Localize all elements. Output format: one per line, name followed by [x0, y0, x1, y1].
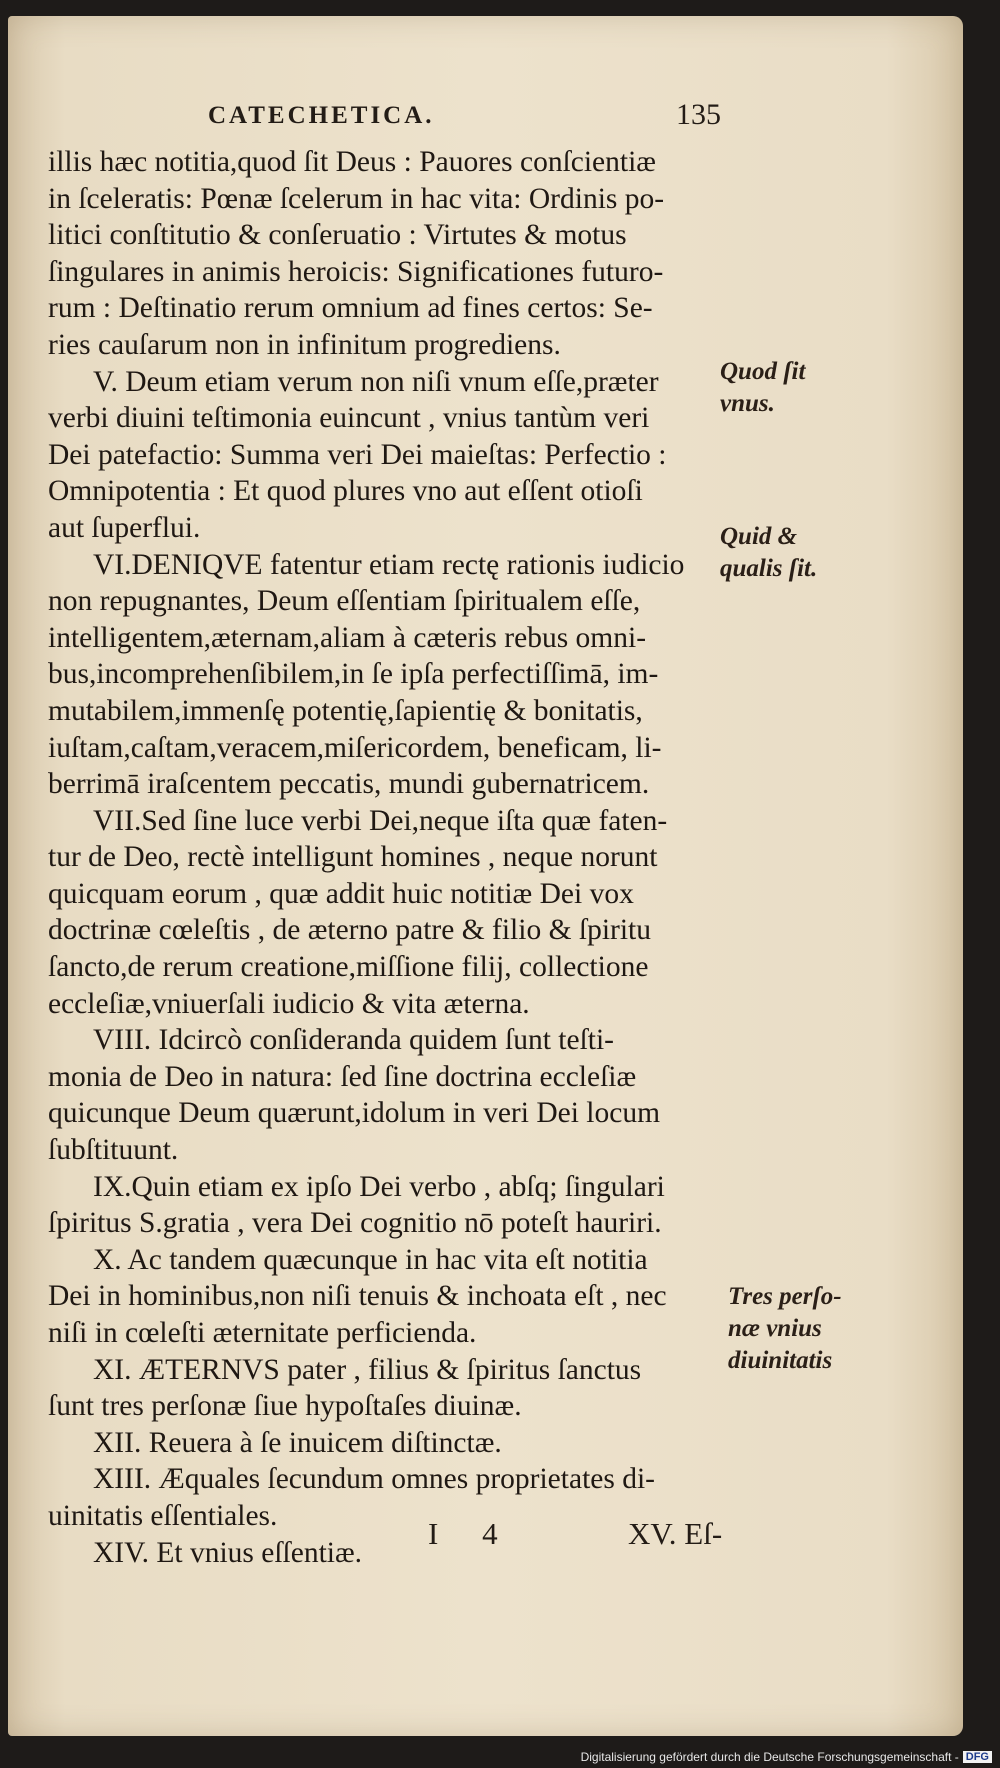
text-line: non repugnantes, Deum eſſentiam ſpiritualem eſſe, — [48, 585, 641, 618]
text-line: tur de Deo, rectè intelligunt homines , neque norunt — [48, 841, 658, 874]
text-line: IX.Quin etiam ex ipſo Dei verbo , abſq; ſingulari — [93, 1170, 665, 1203]
text-line: VI.DENIQVE fatentur etiam rectę rationis iudicio — [93, 548, 685, 581]
margin-note-line: Quid & — [720, 523, 798, 550]
signature-mark: I 4 — [428, 1516, 516, 1551]
text-line: ſubſtituunt. — [48, 1134, 179, 1167]
text-line: in ſceleratis: Pœnæ ſcelerum in hac vita: Ordinis po- — [48, 182, 665, 215]
margin-note-line: diuinitatis — [728, 1347, 833, 1374]
text-line: ries cauſarum non in infinitum progrediens. — [48, 328, 561, 361]
running-head: CATECHETICA. — [208, 102, 435, 129]
text-line: iuſtam,caſtam,veracem,miſericordem, beneficam, li- — [48, 731, 662, 764]
text-line: litici conſtitutio & conſeruatio : Virtutes & motus — [48, 219, 627, 252]
text-line: XII. Reuera à ſe inuicem diſtinctæ. — [93, 1426, 502, 1459]
text-line: eccleſiæ,vniuerſali iudicio & vita æterna. — [48, 987, 530, 1020]
margin-note-line: næ vnius — [728, 1315, 822, 1342]
text-line: mutabilem,immenſę potentię,ſapientię & bonitatis, — [48, 694, 643, 727]
text-line: ſpiritus S.gratia , vera Dei cognitio nō poteſt hauriri. — [48, 1207, 662, 1240]
text-line: bus,incomprehenſibilem,in ſe ipſa perfectiſſimā, im- — [48, 658, 659, 691]
text-line: illis hæc notitia,quod ſit Deus : Pauores conſcientiæ — [48, 146, 656, 178]
text-line: rum : Deſtinatio rerum omnium ad fines certos: Se- — [48, 292, 653, 325]
text-line: X. Ac tandem quæcunque in hac vita eſt notitia — [93, 1243, 648, 1276]
text-line: Dei in hominibus,non niſi tenuis & inchoata eſt , nec — [48, 1280, 667, 1313]
text-line: aut ſuperflui. — [48, 511, 201, 544]
credit-text: Digitalisierung gefördert durch die Deutsche Forschungsgemeinschaft - — [580, 1750, 959, 1764]
text-line: Dei patefactio: Summa veri Dei maieſtas: Perfectio : — [48, 438, 667, 471]
text-line: uinitatis eſſentiales. — [48, 1499, 278, 1532]
main-text-block — [48, 144, 728, 1571]
text-line: VII.Sed ſine luce verbi Dei,neque iſta quæ faten- — [93, 804, 668, 837]
page-number: 135 — [676, 98, 721, 131]
text-line: berrimā iraſcentem peccatis, mundi gubernatricem. — [48, 768, 650, 801]
text-line: ſingulares in animis heroicis: Significationes futuro- — [48, 255, 664, 288]
book-page — [8, 16, 963, 1736]
text-line: doctrinæ cœleſtis , de æterno patre & filio & ſpiritu — [48, 914, 651, 947]
margin-note-quid-qualis — [720, 521, 817, 585]
text-line: verbi diuini teſtimonia euincunt , vnius tantùm veri — [48, 402, 650, 435]
margin-note-line: qualis ſit. — [720, 555, 818, 582]
catchword: XV. Eſ- — [628, 1516, 723, 1551]
text-line: niſi in cœleſti æternitate perficienda. — [48, 1317, 477, 1349]
margin-note-line: vnus. — [720, 390, 775, 417]
text-line: quicquam eorum , quæ addit huic notitiæ Dei vox — [48, 877, 634, 910]
text-line: V. Deum etiam verum non niſi vnum eſſe,præter — [93, 365, 659, 398]
margin-note-line: Tres perſo- — [728, 1283, 842, 1310]
dfg-logo: DFG — [963, 1751, 992, 1763]
text-line: ſunt tres perſonæ ſiue hypoſtaſes diuinæ. — [48, 1390, 522, 1423]
text-line: VIII. Idcircò conſideranda quidem ſunt teſti- — [93, 1024, 614, 1057]
text-line: ſancto,de rerum creatione,miſſione filij, collectione — [48, 951, 649, 984]
text-line: XIV. Et vnius eſſentiæ. — [93, 1536, 363, 1569]
margin-note-line: Quod ſit — [720, 358, 806, 385]
text-line: quicunque Deum quærunt,idolum in veri Dei locum — [48, 1097, 661, 1130]
margin-note-tres-personae — [728, 1281, 842, 1377]
text-line: XI. ÆTERNVS pater , filius & ſpiritus ſanctus — [93, 1353, 642, 1386]
digitization-credit — [581, 1750, 992, 1764]
text-line: XIII. Æquales ſecundum omnes proprietates di- — [93, 1463, 655, 1496]
text-line: monia de Deo in natura: ſed ſine doctrina eccleſiæ — [48, 1060, 637, 1093]
margin-note-quod-sit — [720, 356, 805, 420]
text-line: intelligentem,æternam,aliam à cæteris rebus omni- — [48, 621, 647, 654]
text-line: Omnipotentia : Et quod plures vno aut eſſent otioſi — [48, 475, 643, 508]
